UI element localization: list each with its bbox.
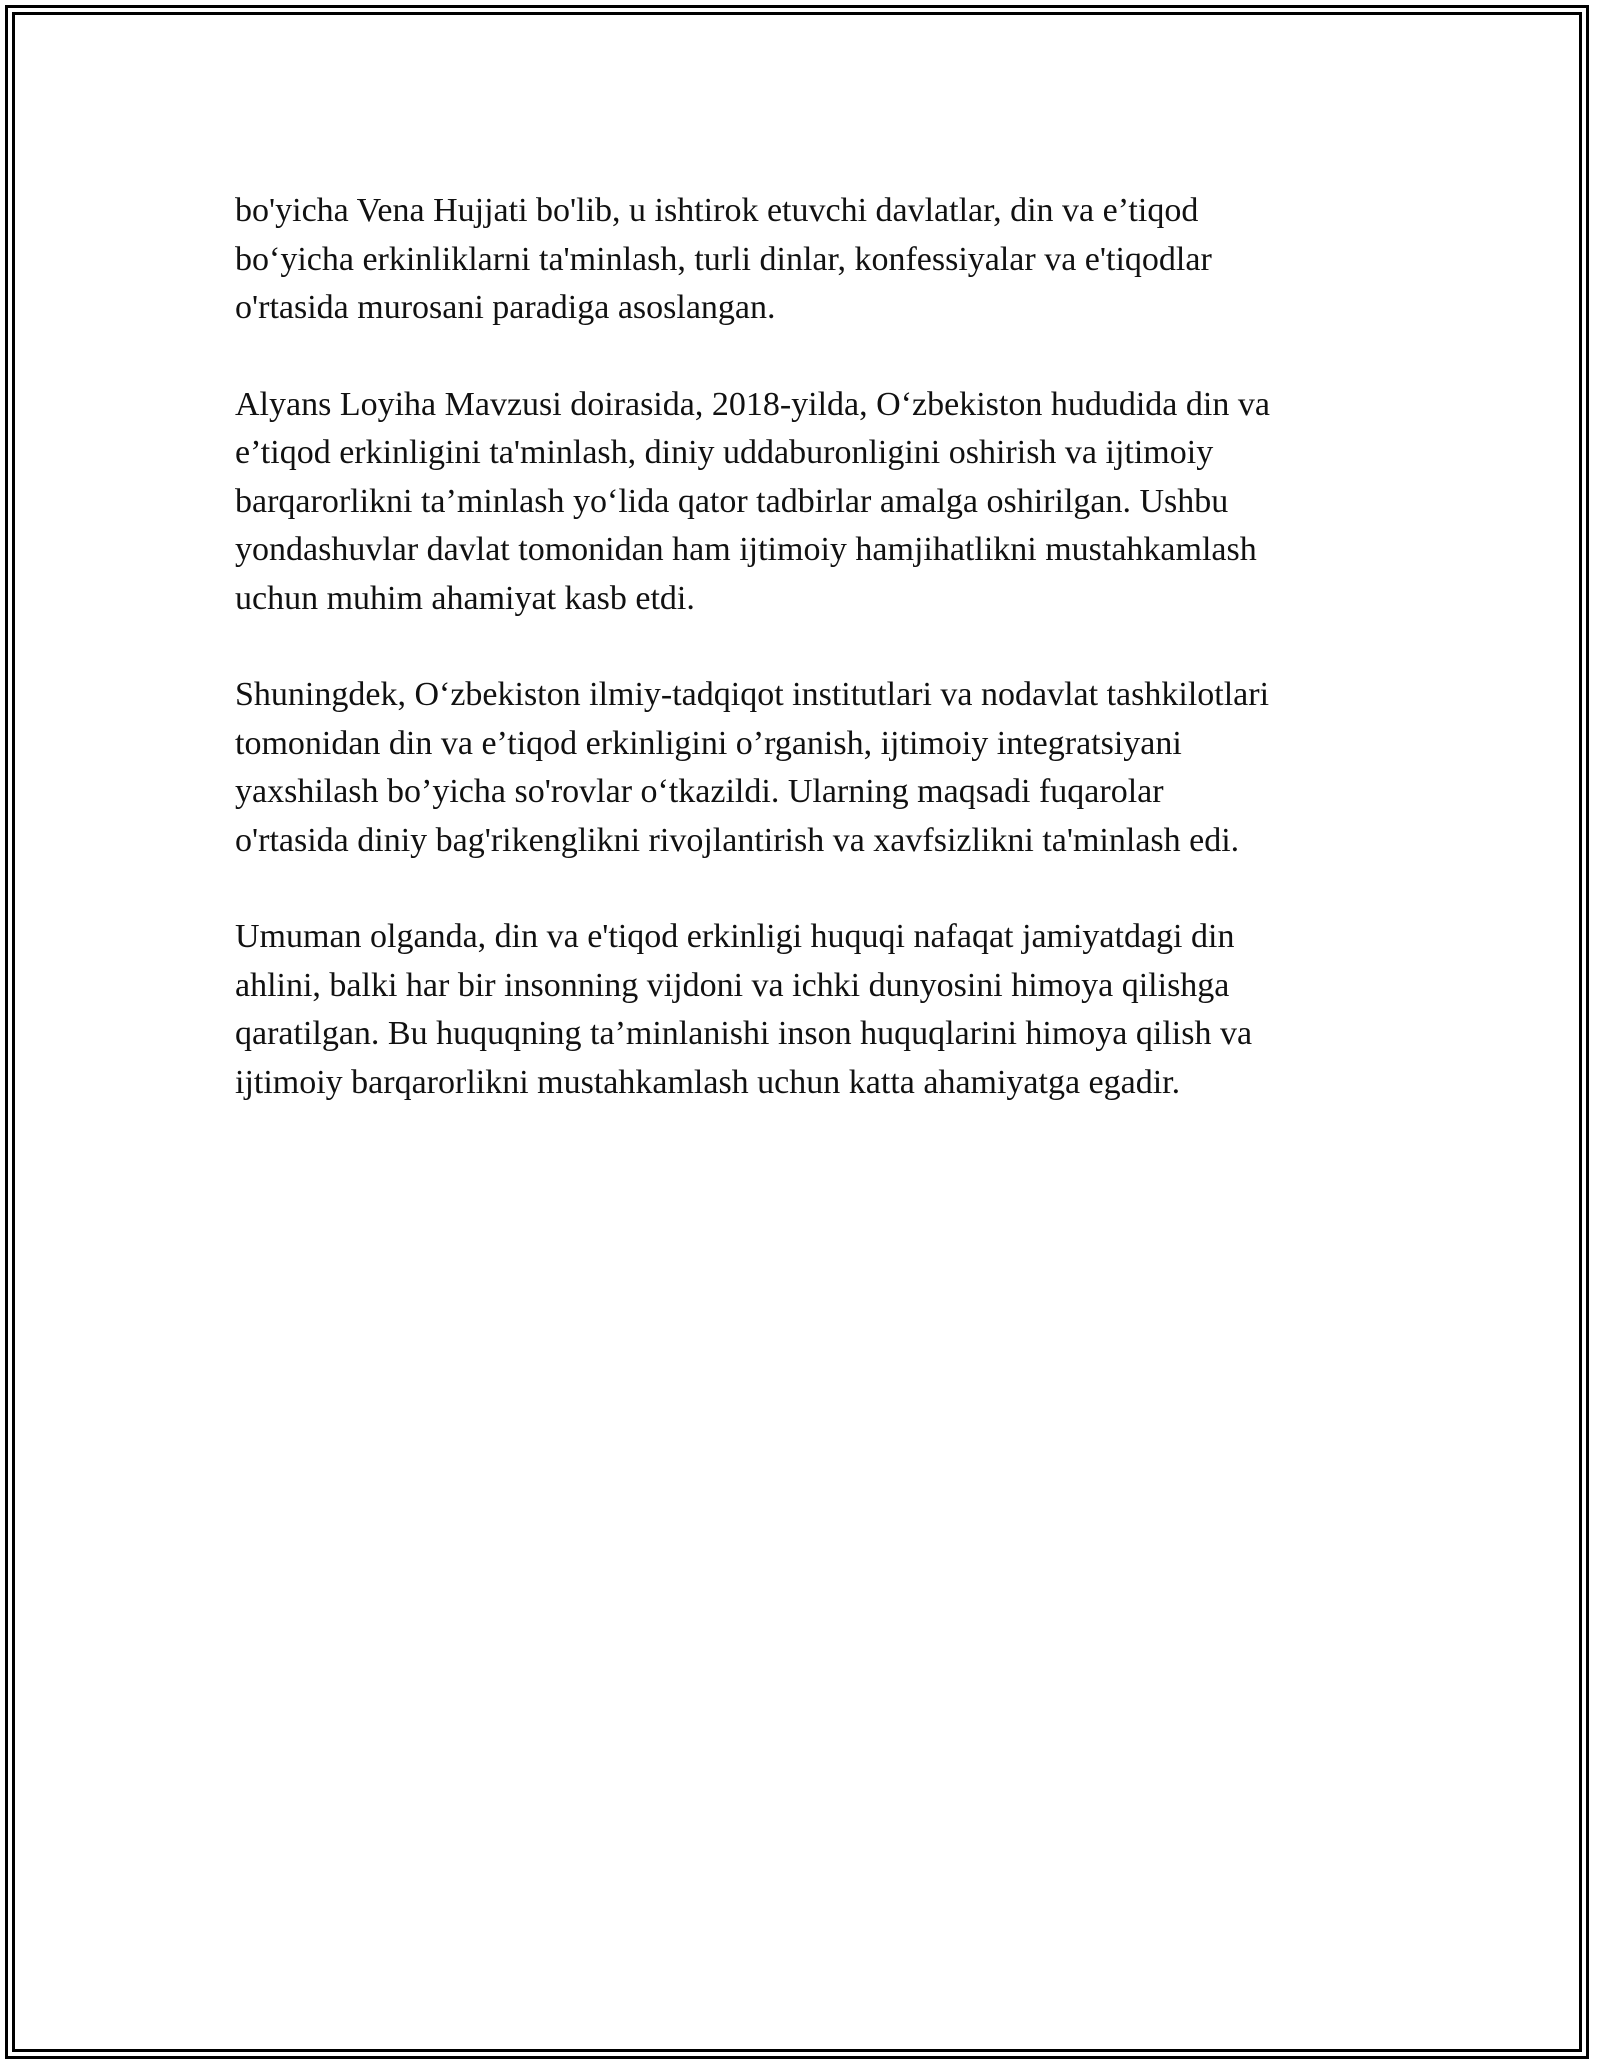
paragraph-alliance-project [235, 381, 1365, 624]
text-line: o'rtasida diniy bag'rikenglikni rivojlantirish va xavfsizlikni ta'minlash edi. [235, 821, 1240, 859]
text-line: ijtimoiy barqarorlikni mustahkamlash uchun katta ahamiyatga egadir. [235, 1063, 1181, 1101]
text-line: tomonidan din va e’tiqod erkinligini o’rganish, ijtimoiy integratsiyani [235, 724, 1182, 762]
text-line: Alyans Loyiha Mavzusi doirasida, 2018-yilda, O‘zbekiston hududida din va [235, 385, 1270, 423]
text-line: qaratilgan. Bu huquqning ta’minlanishi inson huquqlarini himoya qilish va [235, 1015, 1253, 1052]
text-line: Shuningdek, O‘zbekiston ilmiy-tadqiqot institutlari va nodavlat tashkilotlari [235, 676, 1270, 713]
text-line: uchun muhim ahamiyat kasb etdi. [235, 579, 695, 617]
text-line: yondashuvlar davlat tomonidan ham ijtimoiy hamjihatlikni mustahkamlash [235, 531, 1257, 568]
text-line: Umuman olganda, din va e'tiqod erkinligi huquqi nafaqat jamiyatdagi din [235, 918, 1235, 955]
text-line: ahlini, balki har bir insonning vijdoni va ichki dunyosini himoya qilishga [235, 966, 1230, 1004]
text-line: barqarorlikni ta’minlash yo‘lida qator tadbirlar amalga oshirilgan. Ushbu [235, 482, 1229, 520]
text-line: bo'yicha Vena Hujjati bo'lib, u ishtirok etuvchi davlatlar, din va e’tiqod [235, 192, 1199, 229]
paragraph-vienna-document [235, 187, 1365, 333]
text-line: yaxshilash bo’yicha so'rovlar o‘tkazildi. Ularning maqsadi fuqarolar [235, 773, 1164, 810]
text-line: o'rtasida murosani paradiga asoslangan. [235, 289, 776, 326]
paragraph-conclusion [235, 913, 1365, 1107]
text-line: e’tiqod erkinligini ta'minlash, diniy uddaburonligini oshirish va ijtimoiy [235, 434, 1214, 471]
text-line: bo‘yicha erkinliklarni ta'minlash, turli dinlar, konfessiyalar va e'tiqodlar [235, 240, 1212, 278]
document-body [235, 187, 1365, 1155]
paragraph-research-institutes [235, 671, 1365, 865]
